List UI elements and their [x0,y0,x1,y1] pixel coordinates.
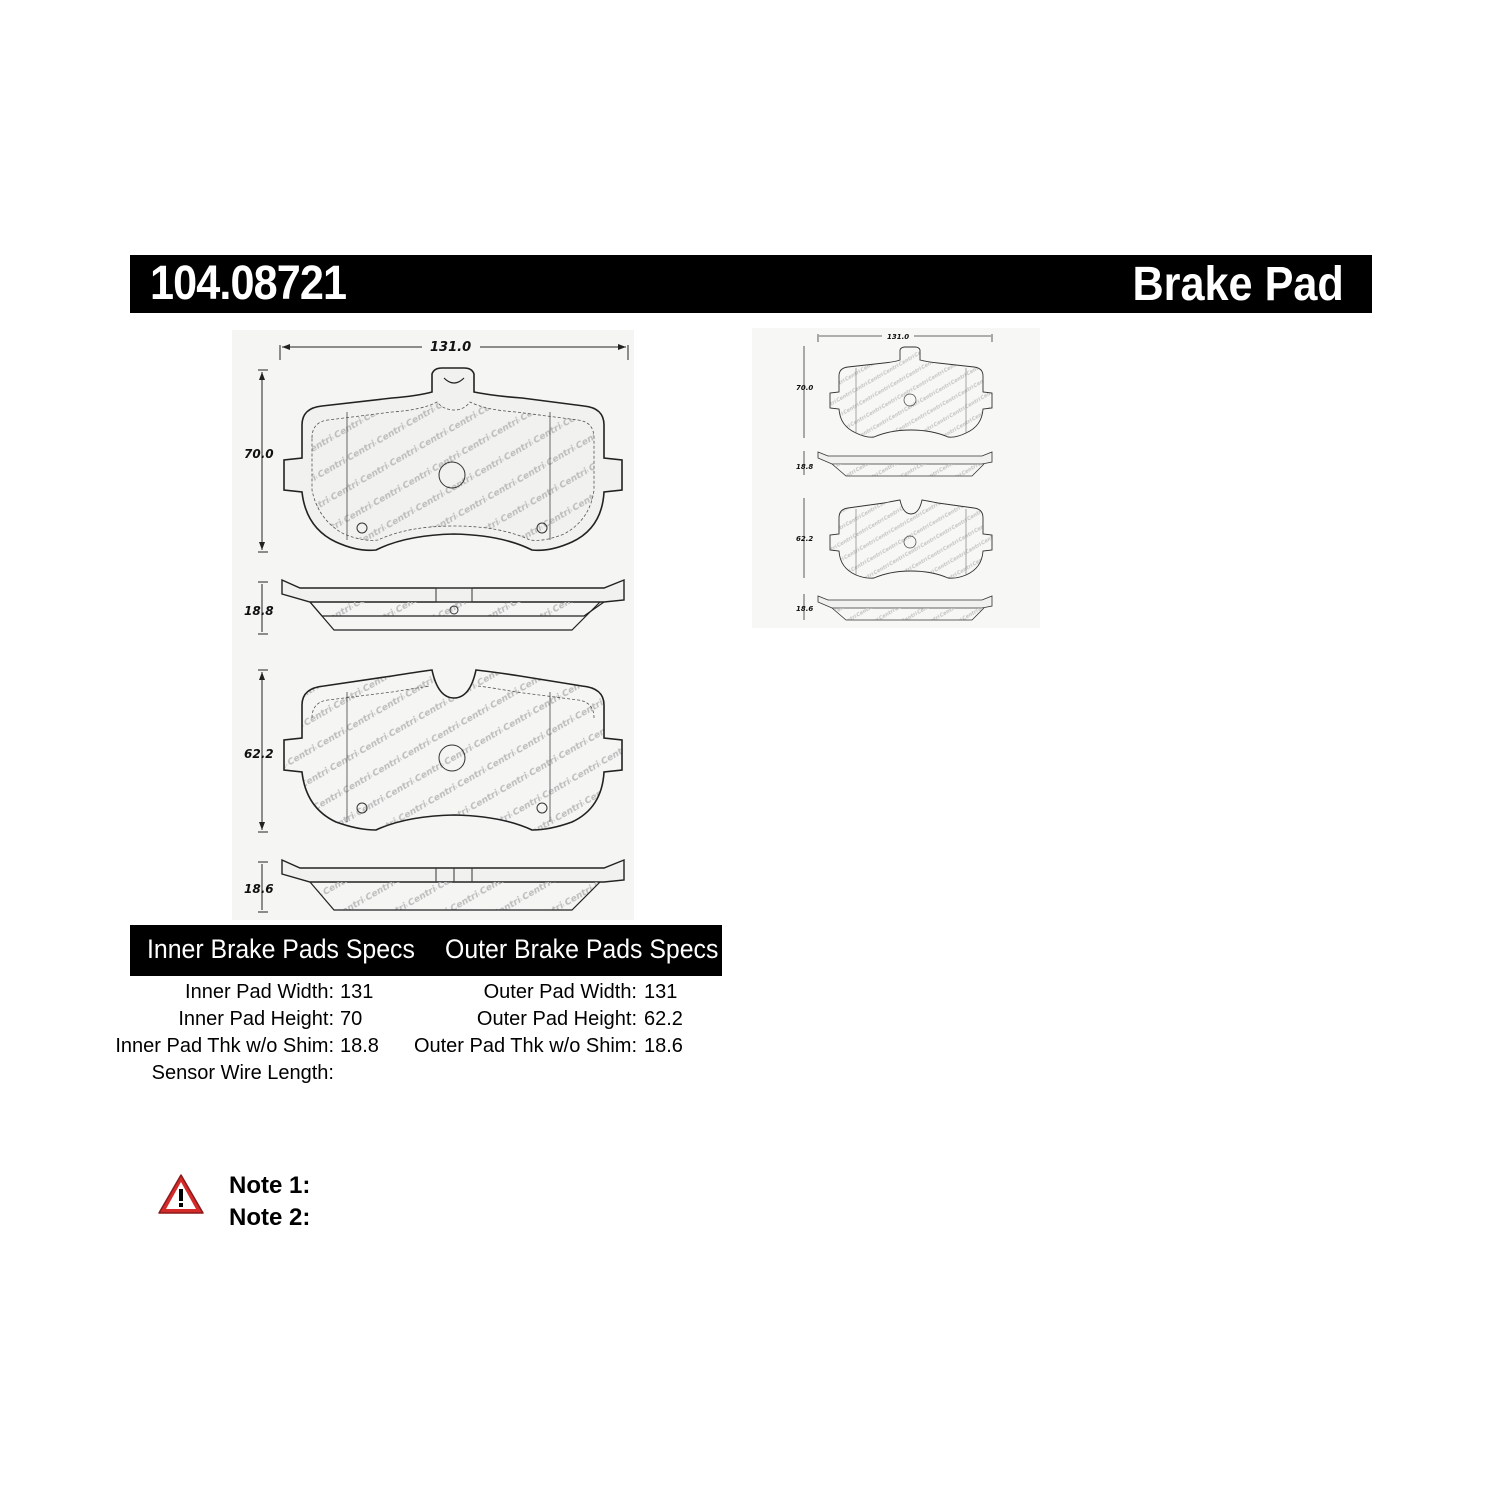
spec-value: 70 [340,1008,363,1030]
spec-label: Inner Pad Width: [185,981,334,1003]
main-drawing-svg [232,330,634,920]
spec-value: 131 [340,981,374,1003]
width-dimension [280,340,628,360]
spec-value: 62.2 [644,1008,683,1030]
spec-value: 18.6 [644,1035,683,1057]
thumb-outer-thickness-dim-label: 18.6 [796,605,814,613]
inner-pad-profile [244,580,624,634]
main-drawing [232,330,634,920]
thumb-inner-thickness-dim-label: 18.8 [796,463,814,471]
inner-pad-drawing [244,368,622,552]
part-number: 104.08721 [150,257,347,310]
outer-specs-title: Outer Brake Pads Specs [445,934,719,964]
warning-triangle-icon [157,1172,205,1216]
inner-height-dim-label: 70.0 [244,447,274,461]
outer-pad-drawing [244,670,622,832]
spec-label: Outer Pad Thk w/o Shim: [413,1035,637,1057]
outer-thickness-dim-label: 18.6 [244,882,274,896]
outer-pad-profile [244,860,624,912]
thumbnail-drawing [752,328,1040,628]
spec-label: Sensor Wire Length: [151,1062,334,1084]
note-1-label: Note 1: [229,1172,311,1199]
spec-value: 18.8 [340,1035,379,1057]
thumbnail-drawing-svg [752,328,1040,628]
specs-header-bar [130,925,722,976]
spec-label: Inner Pad Height: [178,1008,334,1030]
spec-value: 131 [644,981,678,1003]
spec-label: Inner Pad Thk w/o Shim: [115,1035,334,1057]
product-type: Brake Pad [1132,258,1344,311]
note-2-label: Note 2: [229,1204,311,1231]
inner-thickness-dim-label: 18.8 [244,604,274,618]
header-bar [130,255,1372,313]
thumb-outer-height-dim-label: 62.2 [796,535,814,543]
inner-width-dim-label: 131.0 [430,340,472,355]
thumb-inner-height-dim-label: 70.0 [796,384,814,392]
notes [229,1170,310,1234]
outer-height-dim-label: 62.2 [244,747,274,761]
thumb-inner-width-dim-label: 131.0 [887,333,910,341]
spec-label: Outer Pad Height: [476,1008,637,1030]
spec-label: Outer Pad Width: [483,981,637,1003]
inner-specs-title: Inner Brake Pads Specs [147,934,415,964]
